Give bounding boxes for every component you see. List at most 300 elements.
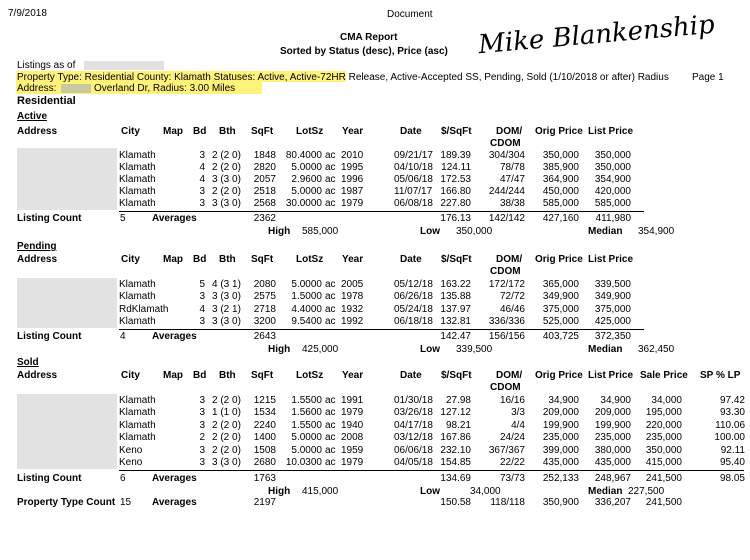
table-cell-ac: ac (325, 279, 336, 290)
table-cell-date: 11/07/17 (394, 186, 433, 197)
table-cell-sqft: 1848 (253, 150, 276, 161)
table-cell-dom: 304/304 (488, 150, 525, 161)
table-cell-dom: 46/46 (499, 303, 525, 315)
avg-list: 248,967 (594, 473, 631, 484)
table-cell-year: 1995 (341, 162, 364, 173)
table-cell-dom: 4/4 (511, 419, 525, 431)
table-cell-dsqft: 227.80 (440, 198, 471, 209)
median-label: Median (588, 226, 623, 237)
table-cell-year: 1940 (341, 419, 364, 431)
table-cell-city: Klamath (119, 150, 156, 161)
table-cell-lot: 5.0000 (291, 444, 322, 456)
table-cell-splp: 95.40 (719, 457, 745, 468)
table-cell-ac: ac (325, 419, 336, 431)
table-cell-sqft: 1508 (253, 444, 276, 456)
active-section-label: Active (17, 111, 48, 122)
table-cell-date: 05/06/18 (394, 174, 433, 185)
dom-header: DOM/ (496, 370, 523, 381)
table-cell-dom: 367/367 (488, 444, 525, 456)
avg-dsqft: 142.47 (440, 331, 471, 342)
table-cell-bd: 3 (199, 395, 205, 406)
median-value: 354,900 (638, 226, 675, 237)
table-cell-city: Klamath (119, 315, 156, 327)
table-cell-year: 1987 (341, 186, 364, 197)
sqft-header: SqFt (251, 254, 274, 265)
avg-list: 411,980 (595, 213, 631, 224)
bth-header: Bth (219, 254, 236, 265)
sold-section-label: Sold (17, 357, 39, 368)
table-cell-lot: 5.0000 (291, 186, 322, 197)
active-divider (119, 211, 644, 212)
median-value: 227,500 (628, 486, 665, 497)
redacted-addresses-active (17, 148, 117, 210)
table-cell-ac: ac (325, 457, 336, 468)
table-cell-date: 04/05/18 (394, 457, 433, 468)
high-label: High (268, 344, 291, 355)
cdom-header: CDOM (490, 138, 521, 149)
table-cell-bth: 2 (2 0) (212, 444, 241, 456)
table-cell-date: 03/12/18 (394, 432, 433, 444)
table-cell-date: 05/12/18 (394, 279, 433, 290)
table-cell-city: Keno (119, 444, 143, 456)
low-label: Low (420, 226, 440, 237)
table-cell-year: 1978 (341, 291, 364, 303)
address-label: Address: (17, 83, 57, 94)
dsqft-header: $/SqFt (441, 126, 472, 137)
table-cell-sqft: 3200 (253, 315, 276, 327)
table-cell-year: 1996 (341, 174, 364, 185)
table-cell-sqft: 2518 (253, 186, 276, 197)
table-cell-bd: 3 (199, 315, 205, 327)
table-cell-city: Keno (119, 457, 143, 468)
listing-count: 5 (120, 213, 126, 224)
table-cell-city: Klamath (119, 432, 156, 444)
pending-divider (119, 329, 644, 330)
sqft-header: SqFt (251, 370, 274, 381)
table-cell-ac: ac (325, 150, 336, 161)
table-cell-orig: 375,000 (542, 303, 579, 315)
listing-count-label: Listing Count (17, 213, 82, 224)
bth-header: Bth (219, 126, 236, 137)
table-cell-bth: 2 (2 0) (212, 395, 241, 406)
high-label: High (268, 226, 291, 237)
table-cell-splp: 93.30 (719, 407, 745, 419)
report-subtitle: Sorted by Status (desc), Price (asc) (280, 46, 448, 57)
table-cell-dom: 244/244 (488, 186, 525, 197)
pending-section-label: Pending (17, 241, 57, 252)
table-cell-lot: 4.4000 (291, 303, 322, 315)
table-cell-sqft: 2568 (253, 198, 276, 209)
table-cell-dsqft: 163.22 (440, 279, 471, 290)
total-avg-orig: 350,900 (542, 497, 579, 508)
table-cell-date: 03/26/18 (394, 407, 433, 419)
year-header: Year (342, 254, 364, 265)
table-cell-orig: 399,000 (542, 444, 579, 456)
table-cell-sqft: 2718 (253, 303, 276, 315)
year-header: Year (342, 126, 364, 137)
table-cell-city: Klamath (119, 291, 156, 303)
redacted-address (61, 84, 91, 93)
table-cell-bd: 5 (199, 279, 205, 290)
median-label: Median (588, 344, 623, 355)
table-cell-city: Klamath (119, 407, 156, 419)
total-avg-sqft: 2197 (253, 497, 276, 508)
table-cell-orig: 34,900 (548, 395, 579, 406)
table-cell-splp: 97.42 (719, 395, 745, 406)
table-cell-bd: 3 (199, 291, 205, 303)
address-header: Address (17, 254, 58, 265)
table-cell-city: Klamath (119, 198, 156, 209)
avg-splp: 98.05 (719, 473, 745, 484)
city-header: City (121, 126, 140, 137)
table-cell-dsqft: 124.11 (441, 162, 471, 173)
table-cell-dsqft: 98.21 (445, 419, 471, 431)
table-cell-date: 06/18/18 (394, 315, 433, 327)
table-cell-orig: 385,900 (542, 162, 579, 173)
table-cell-bth: 2 (2 0) (212, 150, 241, 161)
table-cell-bth: 2 (2 0) (212, 419, 241, 431)
table-cell-sale: 220,000 (645, 419, 682, 431)
listings-as-of: Listings as of (17, 60, 76, 71)
city-header: City (121, 370, 140, 381)
table-cell-list: 235,000 (594, 432, 631, 444)
table-cell-orig: 585,000 (542, 198, 579, 209)
avg-orig: 252,133 (542, 473, 579, 484)
table-cell-list: 350,000 (594, 162, 631, 173)
table-cell-bd: 4 (199, 174, 205, 185)
avg-dom: 156/156 (488, 331, 525, 342)
sale-header: Sale Price (640, 370, 688, 381)
table-cell-date: 09/21/17 (394, 150, 433, 161)
low-value: 34,000 (470, 486, 501, 497)
table-cell-list: 349,900 (594, 291, 631, 303)
map-header: Map (163, 370, 183, 381)
table-cell-dom: 3/3 (511, 407, 525, 419)
avg-dom: 142/142 (488, 213, 525, 224)
table-cell-date: 06/06/18 (394, 444, 433, 456)
table-cell-lot: 1.5500 (291, 395, 322, 406)
averages-label: Averages (152, 213, 197, 224)
property-type-line: Property Type: Residential County: Klamath Statuses: Active, Active-72HR Release, Active-Accepted SS, Pending, Sold (1/10/2018 or after) Radius (17, 72, 669, 83)
table-cell-dom: 72/72 (499, 291, 525, 303)
total-avg-list: 336,207 (594, 497, 631, 508)
table-cell-lot: 10.0300 (285, 457, 322, 468)
table-cell-list: 375,000 (594, 303, 631, 315)
table-cell-list: 354,900 (594, 174, 631, 185)
table-cell-sqft: 1215 (253, 395, 276, 406)
table-cell-ac: ac (325, 162, 336, 173)
table-cell-year: 2005 (341, 279, 364, 290)
table-cell-city: Klamath (119, 395, 156, 406)
table-cell-bth: 3 (3 0) (212, 174, 241, 185)
low-label: Low (420, 486, 440, 497)
table-cell-lot: 5.0000 (291, 162, 322, 173)
table-cell-ac: ac (325, 198, 336, 209)
listing-count-label: Listing Count (17, 331, 82, 342)
table-cell-dom: 24/24 (499, 432, 525, 444)
table-cell-bth: 3 (3 0) (212, 291, 241, 303)
table-cell-date: 04/17/18 (394, 419, 433, 431)
table-cell-sqft: 1400 (253, 432, 276, 444)
table-cell-list: 435,000 (594, 457, 631, 468)
table-cell-sqft: 2240 (253, 419, 276, 431)
table-cell-sqft: 2575 (253, 291, 276, 303)
table-cell-sqft: 2057 (253, 174, 276, 185)
table-cell-list: 199,900 (594, 419, 631, 431)
list-header: List Price (588, 370, 634, 381)
signature: Mike Blankenship (477, 9, 716, 61)
table-cell-dsqft: 189.39 (440, 150, 471, 161)
listing-count: 6 (120, 473, 126, 484)
table-cell-dsqft: 167.86 (440, 432, 471, 444)
table-cell-list: 585,000 (594, 198, 631, 209)
table-cell-dom: 78/78 (499, 162, 525, 173)
table-cell-sale: 235,000 (645, 432, 682, 444)
median-value: 362,450 (638, 344, 675, 355)
map-header: Map (163, 126, 183, 137)
bth-header: Bth (219, 370, 236, 381)
table-cell-year: 1991 (341, 395, 364, 406)
table-cell-list: 34,900 (600, 395, 631, 406)
table-cell-lot: 1.5600 (291, 407, 322, 419)
table-cell-dsqft: 172.53 (440, 174, 471, 185)
table-cell-sale: 195,000 (645, 407, 682, 419)
avg-dsqft: 134.69 (440, 473, 471, 484)
table-cell-dsqft: 135.88 (440, 291, 471, 303)
table-cell-ac: ac (325, 186, 336, 197)
list-header: List Price (588, 254, 634, 265)
table-cell-bth: 2 (2 0) (212, 186, 241, 197)
table-cell-bd: 3 (199, 419, 205, 431)
address-header: Address (17, 370, 58, 381)
table-cell-bd: 3 (199, 198, 205, 209)
table-cell-year: 1992 (341, 315, 364, 327)
table-cell-sale: 415,000 (645, 457, 682, 468)
table-cell-bth: 1 (1 0) (212, 407, 241, 419)
table-cell-orig: 349,900 (542, 291, 579, 303)
table-cell-dom: 22/22 (499, 457, 525, 468)
avg-sqft: 2362 (253, 213, 276, 224)
table-cell-dom: 16/16 (499, 395, 525, 406)
avg-orig: 427,160 (542, 213, 579, 224)
splp-header: SP % LP (700, 370, 741, 381)
bd-header: Bd (193, 254, 207, 265)
sold-divider (119, 470, 744, 471)
table-cell-dom: 336/336 (488, 315, 525, 327)
avg-list: 372,350 (594, 331, 631, 342)
table-cell-orig: 235,000 (542, 432, 579, 444)
total-avg-dsqft: 150.58 (440, 497, 471, 508)
averages-label: Averages (152, 473, 197, 484)
high-value: 415,000 (302, 486, 339, 497)
cdom-header: CDOM (490, 382, 521, 393)
table-cell-bd: 3 (199, 186, 205, 197)
avg-sqft: 2643 (253, 331, 276, 342)
table-cell-dom: 172/172 (488, 279, 525, 290)
table-cell-list: 380,000 (594, 444, 631, 456)
median-label: Median (588, 486, 623, 497)
table-cell-lot: 30.0000 (285, 198, 322, 209)
page-number: Page 1 (692, 72, 724, 83)
listing-count-label: Listing Count (17, 473, 82, 484)
redacted-addresses-sold (17, 394, 117, 469)
table-cell-city: Klamath (119, 279, 156, 290)
table-cell-bd: 3 (199, 150, 205, 161)
table-cell-dom: 47/47 (499, 174, 525, 185)
total-avg-sale: 241,500 (645, 497, 682, 508)
table-cell-ac: ac (325, 315, 336, 327)
bd-header: Bd (193, 370, 207, 381)
high-value: 585,000 (302, 226, 339, 237)
table-cell-city: Klamath (119, 174, 156, 185)
table-cell-dsqft: 132.81 (440, 315, 471, 327)
table-cell-year: 1959 (341, 444, 364, 456)
table-cell-sale: 350,000 (645, 444, 682, 456)
table-cell-date: 04/10/18 (394, 162, 433, 173)
table-cell-bth: 3 (2 1) (212, 303, 241, 315)
print-date: 7/9/2018 (8, 8, 47, 19)
dsqft-header: $/SqFt (441, 370, 472, 381)
table-cell-bth: 3 (3 0) (212, 457, 241, 468)
table-cell-ac: ac (325, 432, 336, 444)
table-cell-dsqft: 137.97 (440, 303, 471, 315)
table-cell-dsqft: 154.85 (440, 457, 471, 468)
listing-count: 4 (120, 331, 126, 342)
table-cell-year: 1979 (341, 198, 364, 209)
avg-sqft: 1763 (253, 473, 276, 484)
table-cell-dsqft: 127.12 (440, 407, 471, 419)
table-cell-city: Klamath (119, 162, 156, 173)
table-cell-lot: 80.4000 (285, 150, 322, 161)
total-avg-dom: 118/118 (490, 497, 525, 508)
table-cell-splp: 100.00 (714, 432, 745, 444)
table-cell-orig: 450,000 (542, 186, 579, 197)
table-cell-orig: 364,900 (542, 174, 579, 185)
table-cell-sqft: 2080 (253, 279, 276, 290)
table-cell-lot: 2.9600 (291, 174, 322, 185)
table-cell-bth: 2 (2 0) (212, 432, 241, 444)
table-cell-year: 1979 (341, 457, 364, 468)
table-cell-bth: 4 (3 1) (212, 279, 241, 290)
orig-header: Orig Price (535, 370, 583, 381)
table-cell-ac: ac (325, 407, 336, 419)
table-cell-list: 425,000 (594, 315, 631, 327)
table-cell-city: RdKlamath (119, 303, 169, 315)
lotsz-header: LotSz (296, 254, 324, 265)
table-cell-date: 05/24/18 (394, 303, 433, 315)
table-cell-date: 06/08/18 (394, 198, 433, 209)
table-cell-list: 350,000 (594, 150, 631, 161)
property-type-count: 15 (120, 497, 132, 508)
list-header: List Price (588, 126, 634, 137)
date-header: Date (400, 254, 422, 265)
dsqft-header: $/SqFt (441, 254, 472, 265)
redacted-addresses-pending (17, 278, 117, 328)
lotsz-header: LotSz (296, 126, 324, 137)
table-cell-ac: ac (325, 444, 336, 456)
table-cell-lot: 1.5500 (291, 419, 322, 431)
map-header: Map (163, 254, 183, 265)
table-cell-dsqft: 232.10 (440, 444, 471, 456)
avg-orig: 403,725 (542, 331, 579, 342)
table-cell-year: 1932 (341, 303, 364, 315)
high-value: 425,000 (302, 344, 339, 355)
table-cell-ac: ac (325, 303, 336, 315)
averages-label: Averages (152, 331, 197, 342)
table-cell-splp: 92.11 (720, 444, 745, 456)
table-cell-bd: 4 (199, 162, 205, 173)
table-cell-lot: 1.5000 (291, 291, 322, 303)
table-cell-sqft: 2680 (253, 457, 276, 468)
table-cell-bth: 3 (3 0) (212, 315, 241, 327)
sqft-header: SqFt (251, 126, 274, 137)
table-cell-sale: 34,000 (651, 395, 682, 406)
avg-sale: 241,500 (645, 473, 682, 484)
table-cell-date: 01/30/18 (394, 395, 433, 406)
table-cell-bd: 4 (199, 303, 205, 315)
table-cell-dom: 38/38 (499, 198, 525, 209)
table-cell-orig: 350,000 (542, 150, 579, 161)
table-cell-sqft: 1534 (253, 407, 276, 419)
cdom-header: CDOM (490, 266, 521, 277)
dom-header: DOM/ (496, 126, 523, 137)
section-title: Residential (17, 95, 76, 107)
table-cell-orig: 209,000 (542, 407, 579, 419)
table-cell-bd: 3 (199, 444, 205, 456)
table-cell-orig: 435,000 (542, 457, 579, 468)
low-value: 339,500 (456, 344, 493, 355)
table-cell-list: 339,500 (594, 279, 631, 290)
table-cell-dsqft: 27.98 (445, 395, 471, 406)
table-cell-bd: 3 (199, 457, 205, 468)
high-label: High (268, 486, 291, 497)
total-averages-label: Averages (152, 497, 197, 508)
table-cell-list: 209,000 (594, 407, 631, 419)
table-cell-splp: 110.06 (715, 419, 745, 431)
table-cell-lot: 9.5400 (291, 315, 322, 327)
table-cell-ac: ac (325, 291, 336, 303)
year-header: Year (342, 370, 364, 381)
property-type-count-label: Property Type Count (17, 497, 116, 508)
table-cell-dsqft: 166.80 (440, 186, 471, 197)
dom-header: DOM/ (496, 254, 523, 265)
date-header: Date (400, 126, 422, 137)
table-cell-city: Klamath (119, 186, 156, 197)
table-cell-sqft: 2820 (253, 162, 276, 173)
table-cell-ac: ac (325, 174, 336, 185)
table-cell-ac: ac (325, 395, 336, 406)
table-cell-bth: 2 (2 0) (212, 162, 241, 173)
table-cell-lot: 5.0000 (291, 279, 322, 290)
table-cell-city: Klamath (119, 419, 156, 431)
low-label: Low (420, 344, 440, 355)
bd-header: Bd (193, 126, 207, 137)
table-cell-bd: 2 (199, 432, 205, 444)
date-header: Date (400, 370, 422, 381)
address-value: Overland Dr, Radius: 3.00 Miles (94, 83, 236, 94)
avg-dom: 73/73 (499, 473, 525, 484)
table-cell-orig: 525,000 (542, 315, 579, 327)
table-cell-orig: 199,900 (542, 419, 579, 431)
table-cell-year: 2008 (341, 432, 364, 444)
address-header: Address (17, 126, 58, 137)
table-cell-orig: 365,000 (542, 279, 579, 290)
city-header: City (121, 254, 140, 265)
table-cell-list: 420,000 (594, 186, 631, 197)
table-cell-bd: 3 (199, 407, 205, 419)
redacted-date (84, 61, 164, 70)
table-cell-lot: 5.0000 (291, 432, 322, 444)
